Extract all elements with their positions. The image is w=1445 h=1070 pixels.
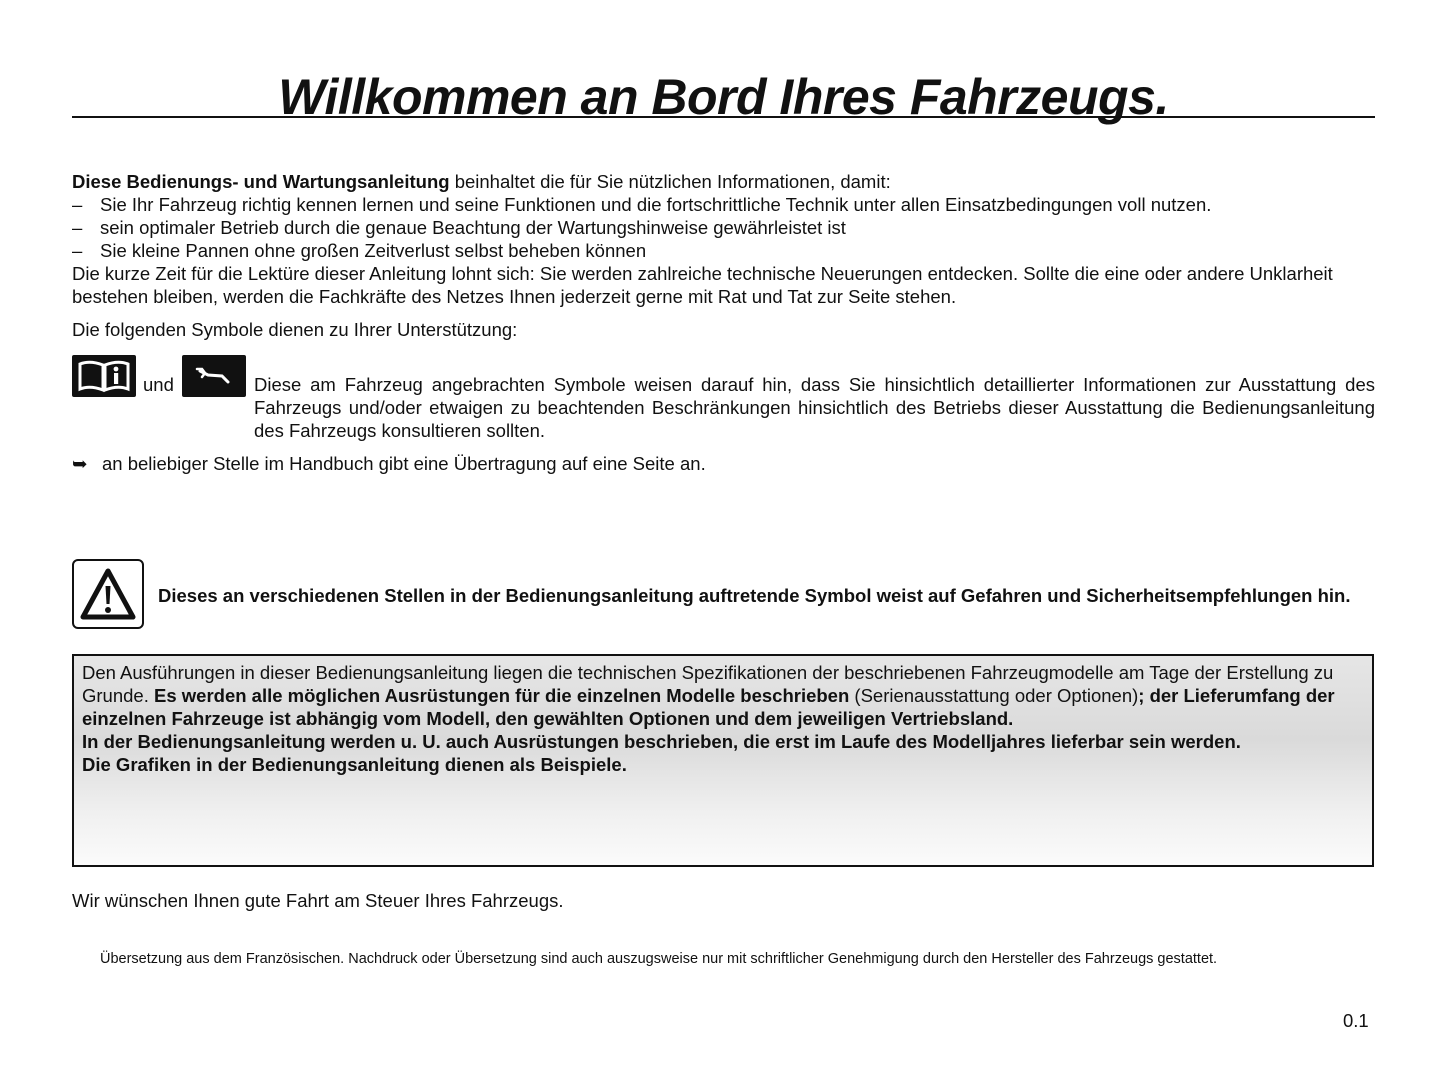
specification-notice-box	[72, 654, 1374, 867]
title-area	[72, 66, 1375, 125]
und-label: und	[143, 374, 174, 395]
list-item	[72, 239, 1375, 262]
list-item-text: sein optimaler Betrieb durch die genaue Beachtung der Wartungshinweise gewährleistet ist	[100, 217, 846, 238]
warning-text: Dieses an verschiedenen Stellen in der Bedienungsanleitung auftretende Symbol weist auf Gefahren und Sicherheitsempfehlungen hin.	[158, 585, 1351, 606]
page-number: 0.1	[1343, 1010, 1369, 1031]
intro-lead	[72, 170, 1375, 193]
intro-outro: Die kurze Zeit für die Lektüre dieser Anleitung lohnt sich: Sie werden zahlreiche technische Neuerungen entdecken. Sollte die eine oder andere Unklarheit bestehen bleiben, werden die Fachkräfte des Netzes Ihnen jederzeit gerne mit Rat und Tat zur Seite stehen.	[72, 263, 1333, 307]
intro-section	[72, 170, 1375, 308]
dash-bullet: –	[72, 240, 83, 261]
list-item	[72, 216, 1375, 239]
page-title: Willkommen an Bord Ihres Fahrzeugs.	[278, 69, 1169, 125]
title-underline	[72, 116, 1375, 118]
spec-text-bold: ; der Lieferumfang der einzelnen Fahrzeuge ist abhängig vom Modell, den gewählten Optionen und dem jeweiligen Vertriebsland.	[82, 685, 1335, 729]
arrow-note	[72, 452, 1375, 475]
list-item	[72, 193, 1375, 216]
symbols-intro: Die folgenden Symbole dienen zu Ihrer Unterstützung:	[72, 319, 518, 340]
symbols-description: Diese am Fahrzeug angebrachten Symbole weisen darauf hin, dass Sie hinsichtlich detaillierter Informationen zur Ausstattung des Fahrzeugs und/oder etwaigen zu beachtenden Beschränkungen hinsichtlich des Betriebs dieser Ausstattung die Bedienungsanleitung des Fahrzeugs konsultieren sollten.	[254, 374, 1375, 441]
warning-section	[72, 559, 1375, 635]
dash-bullet: –	[72, 194, 83, 215]
spec-line: In der Bedienungsanleitung werden u. U. auch Ausrüstungen beschrieben, die erst im Laufe des Modelljahres lieferbar sein werden.	[82, 731, 1241, 752]
spec-text-regular: Den Ausführungen in dieser Bedienungsanleitung liegen die technischen Spezifikationen der beschriebenen Fahrzeugmodelle am Tage der Erstellung zu Grunde.	[82, 662, 1334, 706]
warning-triangle-icon	[72, 559, 144, 629]
arrow-icon: ➥	[72, 453, 88, 474]
spec-paragraph	[82, 661, 1364, 730]
arrow-note-text: an beliebiger Stelle im Handbuch gibt eine Übertragung auf eine Seite an.	[102, 453, 706, 474]
intro-lead-rest: beinhaltet die für Sie nützlichen Informationen, damit:	[449, 171, 891, 192]
wrench-icon	[182, 355, 246, 397]
symbols-row	[72, 355, 1375, 445]
list-item-text: Sie kleine Pannen ohne großen Zeitverlust selbst beheben können	[100, 240, 647, 261]
spec-text-bold: Es werden alle möglichen Ausrüstungen für die einzelnen Modelle beschrieben	[154, 685, 850, 706]
dash-bullet: –	[72, 217, 83, 238]
footnote: Übersetzung aus dem Französischen. Nachdruck oder Übersetzung sind auch auszugsweise nur mit schriftlicher Genehmigung durch den Hersteller des Fahrzeugs gestattet.	[100, 951, 1218, 967]
spec-line: Die Grafiken in der Bedienungsanleitung dienen als Beispiele.	[82, 754, 627, 775]
book-info-icon	[72, 355, 136, 397]
spec-text-regular: (Serienausstattung oder Optionen)	[849, 685, 1139, 706]
list-item-text: Sie Ihr Fahrzeug richtig kennen lernen und seine Funktionen und die fortschrittliche Technik unter allen Einsatzbedingungen voll nutzen.	[100, 194, 1212, 215]
closing-text: Wir wünschen Ihnen gute Fahrt am Steuer Ihres Fahrzeugs.	[72, 890, 564, 911]
intro-lead-bold: Diese Bedienungs- und Wartungsanleitung	[72, 171, 450, 192]
